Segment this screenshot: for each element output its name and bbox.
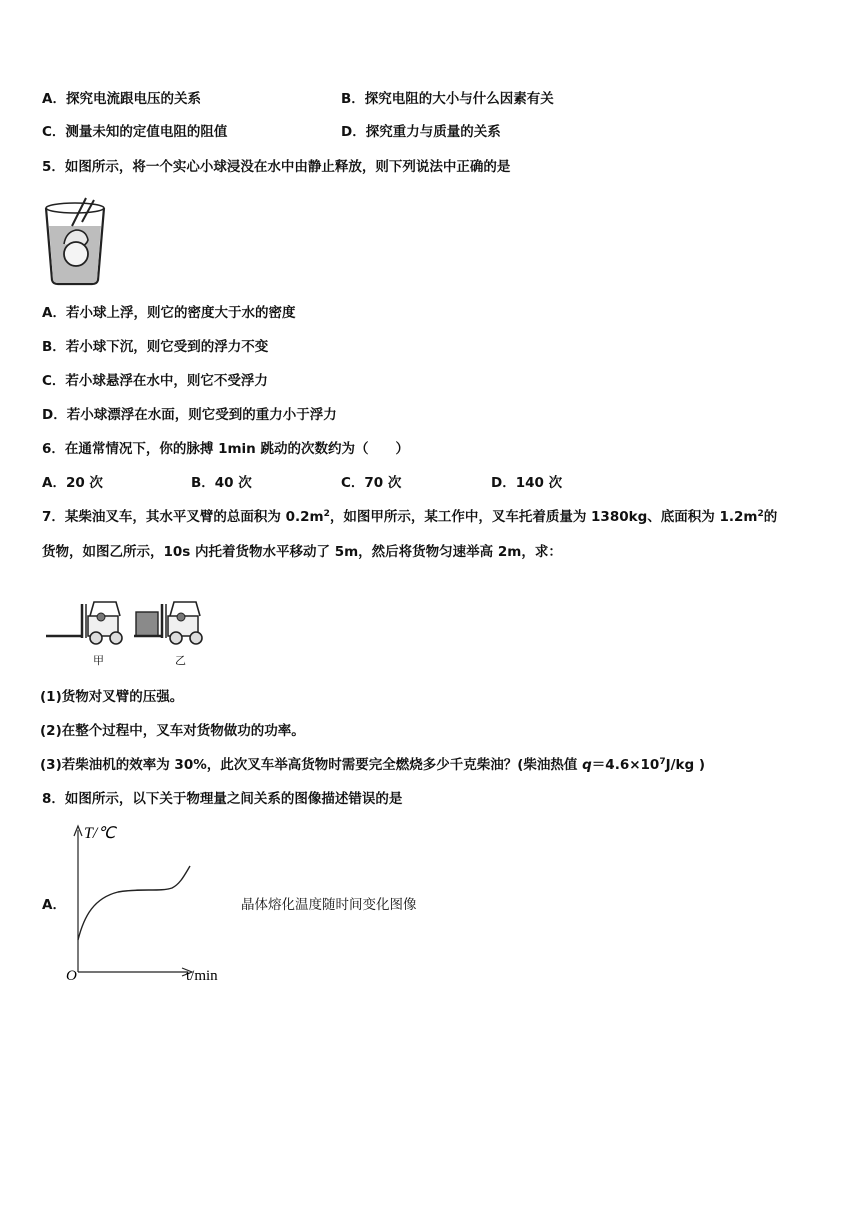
q7-stem-part-a: 7．某柴油叉车，其水平叉臂的总面积为 0.2m <box>42 509 324 525</box>
q8-option-a-desc: 晶体熔化温度随时间变化图像 <box>241 897 417 913</box>
q5-option-b: B．若小球下沉，则它受到的浮力不变 <box>42 339 269 355</box>
q6-option-b: B．40 次 <box>191 475 252 491</box>
q7-sub3-part-c: J/kg ) <box>665 757 706 773</box>
graph-y-axis-text: T/℃ <box>84 825 116 842</box>
fig-label-yi: 乙 <box>175 654 186 667</box>
q7-sub3-part-a: (3)若柴油机的效率为 30%，此次叉车举高货物时需要完全燃烧多少千克柴油？(柴油热值 <box>40 757 583 773</box>
q4-option-c: C．测量未知的定值电阻的阻值 <box>42 124 228 140</box>
q4-option-a: A．探究电流跟电压的关系 <box>42 91 201 107</box>
q7-sub1: (1)货物对叉臂的压强。 <box>40 689 184 705</box>
q4-option-d: D．探究重力与质量的关系 <box>341 124 501 140</box>
q7-stem-line1 <box>42 508 777 526</box>
q6-option-d: D．140 次 <box>491 475 563 491</box>
q7-stem-line2: 货物，如图乙所示，10s 内托着货物水平移动了 5m，然后将货物匀速举高 2m，求： <box>42 544 562 560</box>
fig-label-jia: 甲 <box>93 654 104 667</box>
q7-sub3 <box>40 756 705 774</box>
q7-stem-part-b: ，如图甲所示，某工作中，叉车托着质量为 1380kg、底面积为 1.2m <box>329 509 758 525</box>
q7-sup-a: 2 <box>323 509 330 519</box>
q7-stem-part-c: 的 <box>763 509 778 525</box>
forklift-jia-icon <box>46 602 122 644</box>
beaker-ball-figure <box>42 196 110 288</box>
q5-stem: 5．如图所示，将一个实心小球浸没在水中由静止释放，则下列说法中正确的是 <box>42 159 511 175</box>
forklift-figure <box>44 596 214 668</box>
q7-sub3-q: q <box>582 757 592 773</box>
graph-x-axis-label: t/min <box>186 968 218 984</box>
q7-sub3-part-b: ＝4.6×10 <box>591 757 660 773</box>
q6-stem: 6．在通常情况下，你的脉搏 1min 跳动的次数约为（ ） <box>42 441 409 457</box>
q8-option-a-letter: A． <box>42 897 66 913</box>
q5-option-d: D．若小球漂浮在水面，则它受到的重力小于浮力 <box>42 407 337 423</box>
forklift-yi-icon <box>134 602 202 644</box>
graph-y-axis-label <box>84 825 117 842</box>
melting-graph <box>60 820 240 988</box>
q7-sup-b: 2 <box>757 509 764 519</box>
q7-sub3-sup: 7 <box>659 757 666 767</box>
q7-sub2: (2)在整个过程中，叉车对货物做功的功率。 <box>40 723 305 739</box>
q4-option-b: B．探究电阻的大小与什么因素有关 <box>341 91 554 107</box>
q6-option-c: C．70 次 <box>341 475 402 491</box>
q5-option-a: A．若小球上浮，则它的密度大于水的密度 <box>42 305 296 321</box>
q5-option-c: C．若小球悬浮在水中，则它不受浮力 <box>42 373 268 389</box>
q6-option-a: A．20 次 <box>42 475 103 491</box>
graph-origin-label: O <box>66 968 77 984</box>
q8-stem: 8．如图所示，以下关于物理量之间关系的图像描述错误的是 <box>42 791 403 807</box>
